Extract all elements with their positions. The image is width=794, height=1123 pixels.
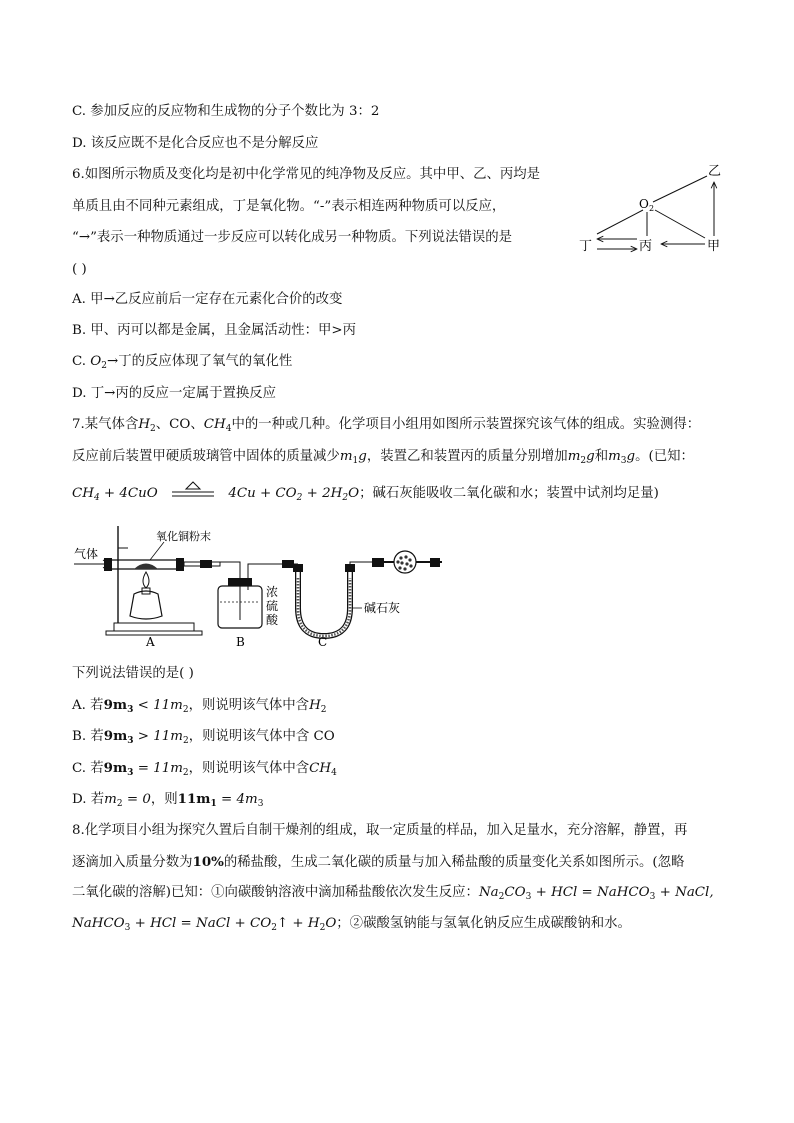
node-o2-sub: 2 [649, 204, 655, 213]
node-ding: 丁 [579, 239, 593, 254]
q6-option-d: D. 丁→丙的反应一定属于置换反应 [72, 386, 277, 401]
q6-stem-line-3: “→”表示一种物质通过一步反应可以转化成另一种物质。下列说法错误的是 [72, 230, 513, 245]
q6-answer-paren: ( ) [72, 262, 87, 277]
q6-stem-line-1: 6.如图所示物质及变化均是初中化学常见的纯净物及反应。其中甲、乙、丙均是 [72, 167, 541, 182]
q7-stem-line-1: 7.某气体含$H_2$、CO、$CH_4$中的一种或几种。化学项目小组用如图所示装置探究该气体的组成。实验测得： [72, 417, 701, 434]
link-o2-yi [653, 176, 707, 202]
alcohol-lamp [143, 572, 149, 588]
link-o2-ding [597, 210, 643, 234]
q7-equation-line: $CH_4 + 4CuO$ $4Cu + CO_2 + 2H_2O$；碱石灰能吸收二氧化碳和水；装置中试剂均足量) [72, 481, 659, 504]
node-yi: 乙 [708, 164, 722, 179]
q6-stem-line-2: 单质且由不同种元素组成，丁是氧化物。“-”表示相连两种物质可以反应， [72, 199, 506, 214]
node-bing: 丙 [639, 239, 653, 254]
q8-stem-line-3: 二氧化碳的溶解)已知：①向碳酸钠溶液中滴加稀盐酸依次发生反应：$Na_2CO_3$ + HCl = NaHCO$_3$ + NaCl, [72, 885, 714, 902]
stand-base [114, 623, 194, 631]
label-c: C [318, 635, 328, 649]
lime-label: 碱石灰 [364, 601, 401, 615]
acid-label-1: 浓 [266, 585, 279, 599]
q7-apparatus-diagram [72, 518, 452, 650]
acid-label-3: 酸 [266, 613, 279, 627]
label-b: B [236, 635, 245, 649]
node-jia: 甲 [707, 239, 721, 254]
u-tube [298, 570, 350, 636]
q6-option-c: C. $O_2\to$丁的反应体现了氧气的氧化性 [72, 354, 293, 371]
q8-stem-line-4: NaHCO$_3$ + HCl = NaCl + $CO_2↑ + H_2O$；②碳酸氢钠能与氢氧化钠反应生成碳酸钠和水。 [72, 916, 631, 933]
acid-label-2: 硫 [266, 599, 279, 613]
q8-stem-line-1: 8.化学项目小组为探究久置后自制干燥剂的组成，取一定质量的样品，加入足量水，充分溶解，静置，再 [72, 823, 688, 838]
gas-label: 气体 [74, 547, 99, 561]
q7-option-b: B. 若$9m_3 > 11m_2$，则说明该气体中含 CO [72, 728, 335, 746]
link-o2-jia [655, 210, 705, 238]
label-a: A [146, 635, 155, 649]
q7-stem-line-2: 反应前后装置甲硬质玻璃管中固体的质量减少$m_1g$，装置乙和装置丙的质量分别增加$m_2g$和$m_3g$。(已知： [72, 449, 694, 466]
q6-relation-diagram [575, 160, 735, 260]
q6-option-a: A. 甲→乙反应前后一定存在元素化合价的改变 [72, 292, 343, 307]
cuo-label: 氧化铜粉末 [156, 530, 211, 543]
q6-option-b: B. 甲、丙可以都是金属，且金属活动性：甲>丙 [72, 323, 356, 338]
node-o2: O [639, 197, 649, 211]
q7-option-c: C. 若$9m_3 = 11m_2$，则说明该气体中含$CH_4$ [72, 760, 337, 778]
q7-question: 下列说法错误的是( ) [72, 666, 194, 681]
q7-option-a: A. 若$9m_3 < 11m_2$，则说明该气体中含$H_2$ [72, 697, 327, 715]
q5-option-d: D. 该反应既不是化合反应也不是分解反应 [72, 136, 319, 151]
q7-option-d: D. 若$m_2 = 0$，则$11m_1 = 4m_3$ [72, 791, 264, 809]
q5-option-c: C. 参加反应的反应物和生成物的分子个数比为 3：2 [72, 104, 380, 119]
q8-stem-line-2: 逐滴加入质量分数为10%的稀盐酸，生成二氧化碳的质量与加入稀盐酸的质量变化关系如图所示。(忽略 [72, 854, 685, 870]
heating-condition-symbol [170, 481, 216, 499]
